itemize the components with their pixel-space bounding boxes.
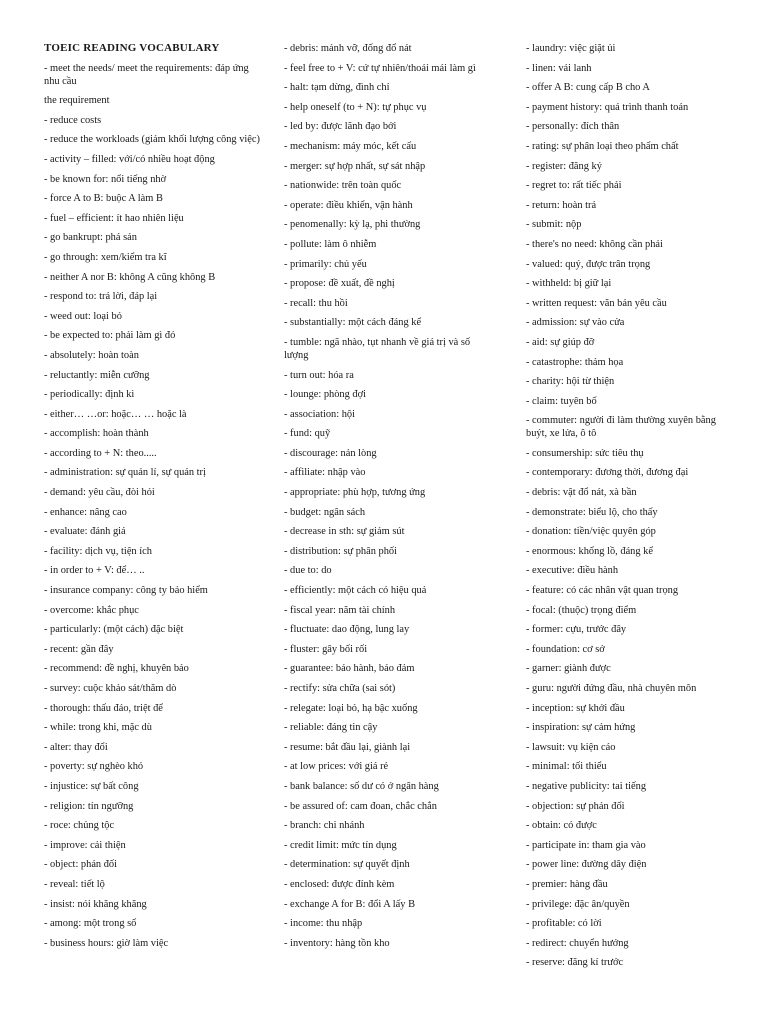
vocab-entry: - feel free to + V: cứ tự nhiên/thoải mái làm gì: [284, 62, 476, 74]
vocab-entry: - go through: xem/kiểm tra kĩ: [44, 251, 167, 263]
vocab-entry: - fuel – efficient: ít hao nhiên liệu: [44, 212, 184, 224]
vocab-entry: - fiscal year: năm tài chính: [284, 604, 396, 616]
vocab-entry: - object: phản đối: [44, 859, 118, 871]
vocab-entry: - decrease in sth: sự giảm sút: [284, 526, 405, 538]
vocab-entry: - executive: điều hành: [526, 565, 619, 577]
vocab-entry: - demonstrate: biểu lộ, cho thấy: [526, 506, 658, 518]
vocab-entry: - privilege: đặc ân/quyền: [526, 898, 630, 910]
vocab-entry: - guarantee: bảo hành, bảo đảm: [284, 663, 415, 675]
vocab-entry: - periodically: định kì: [44, 389, 135, 401]
vocab-entry: - aid: sự giúp đỡ: [526, 336, 595, 348]
vocab-entry: - register: đăng ký: [526, 160, 602, 172]
vocab-entry: - halt: tạm dừng, đình chỉ: [284, 82, 390, 94]
vocab-entry: - branch: chi nhánh: [284, 820, 365, 832]
vocab-column-2: [284, 42, 484, 956]
vocab-entry: - premier: hàng đầu: [526, 878, 608, 890]
vocab-entry: - turn out: hóa ra: [284, 369, 354, 381]
vocab-entry: - insist: nói khăng khăng: [44, 898, 147, 910]
vocab-entry: - former: cựu, trước đây: [526, 624, 627, 636]
vocab-entry: - meet the needs/ meet the requirements: đáp ứng nhu cầu: [44, 62, 249, 87]
vocab-entry: - help oneself (to + N): tự phục vụ: [284, 101, 427, 113]
vocab-entry: - distribution: sự phân phối: [284, 545, 397, 557]
vocab-entry: - facility: dịch vụ, tiện ích: [44, 545, 152, 557]
vocab-entry: - substantially: một cách đáng kể: [284, 317, 422, 329]
vocab-entry: - due to: do: [284, 565, 332, 577]
vocab-list-3: [526, 42, 726, 969]
vocab-entry: - neither A nor B: không A cũng không B: [44, 271, 216, 283]
vocab-entry: - reserve: đăng kí trước: [526, 957, 624, 969]
vocab-entry: - withheld: bị giữ lại: [526, 278, 612, 290]
vocab-entry: - force A to B: buộc A làm B: [44, 193, 163, 205]
vocab-entry: - garner: giành được: [526, 663, 611, 675]
vocab-entry: - at low prices: với giá rẻ: [284, 761, 389, 773]
vocab-entry: - rectify: sửa chữa (sai sót): [284, 683, 396, 694]
vocab-entry: - weed out: loại bỏ: [44, 310, 122, 322]
vocab-entry: - either… …or: hoặc… … hoặc là: [44, 408, 187, 420]
vocab-entry: - minimal: tối thiểu: [526, 761, 607, 773]
vocab-entry: - affiliate: nhập vào: [284, 467, 366, 479]
vocab-entry: - personally: đích thân: [526, 121, 620, 133]
vocab-entry: - donation: tiền/việc quyên góp: [526, 526, 656, 538]
vocab-entry: - absolutely: hoàn toàn: [44, 349, 139, 361]
vocab-entry: - propose: đề xuất, đề nghị: [284, 278, 395, 290]
vocab-entry: - exchange A for B: đổi A lấy B: [284, 898, 416, 910]
vocab-entry: - written request: văn bản yêu cầu: [526, 297, 667, 309]
vocab-entry: - relegate: loại bỏ, hạ bậc xuống: [284, 702, 418, 714]
vocab-entry: - pollute: làm ô nhiễm: [284, 238, 377, 250]
vocab-entry: - nationwide: trên toàn quốc: [284, 180, 402, 192]
vocab-entry: - religion: tín ngưỡng: [44, 800, 134, 812]
vocab-entry: - discourage: nản lòng: [284, 447, 377, 459]
vocab-entry: - focal: (thuộc) trọng điểm: [526, 604, 637, 616]
vocab-entry: - inspiration: sự cảm hứng: [526, 722, 636, 734]
vocab-entry: - lawsuit: vụ kiện cáo: [526, 741, 616, 753]
vocab-entry: - administration: sự quản lí, sự quản trị: [44, 467, 206, 479]
vocab-entry: - lounge: phòng đợi: [284, 389, 366, 401]
vocab-entry: - while: trong khi, mặc dù: [44, 722, 152, 734]
vocab-entry: - enclosed: được đính kèm: [284, 878, 395, 890]
vocab-entry: - inception: sự khởi đầu: [526, 702, 625, 714]
vocab-entry: - according to + N: theo.....: [44, 447, 157, 459]
vocab-entry: - valued: quý, được trân trọng: [526, 258, 651, 270]
vocab-entry: - fluster: gây bối rối: [284, 643, 368, 655]
vocab-entry: - guru: người đứng đầu, nhà chuyên môn: [526, 683, 697, 694]
vocab-entry: - obtain: có được: [526, 820, 597, 832]
vocab-entry: - objection: sự phản đối: [526, 800, 625, 812]
vocab-entry: - merger: sự hợp nhất, sự sát nhập: [284, 160, 426, 172]
vocab-entry: - laundry: việc giặt ủi: [526, 43, 616, 54]
vocab-entry: - there's no need: không cần phải: [526, 238, 663, 250]
vocab-entry: - recommend: đề nghị, khuyên bảo: [44, 663, 189, 675]
vocab-entry: - charity: hội từ thiện: [526, 376, 615, 388]
vocab-entry: - operate: điều khiển, vận hành: [284, 199, 413, 211]
vocab-entry: - reduce costs: [44, 114, 102, 126]
vocab-entry: - poverty: sự nghèo khó: [44, 761, 144, 773]
vocab-entry: - be known for: nổi tiếng nhờ: [44, 173, 167, 185]
vocab-entry: - injustice: sự bất công: [44, 780, 139, 792]
vocab-entry: - primarily: chủ yếu: [284, 258, 367, 270]
vocab-entry: - participate in: tham gia vào: [526, 839, 646, 851]
vocab-entry: - determination: sự quyết định: [284, 859, 410, 871]
vocab-entry: - reduce the workloads (giảm khối lượng công việc): [44, 134, 260, 146]
vocab-entry: - thorough: thấu đáo, triệt để: [44, 702, 163, 714]
vocab-entry: the requirement: [44, 95, 110, 107]
vocab-entry: - catastrophe: thảm họa: [526, 356, 624, 368]
vocab-entry: - survey: cuộc khảo sát/thăm dò: [44, 683, 177, 694]
vocab-entry: - claim: tuyên bố: [526, 395, 597, 407]
vocab-entry: - penomenally: kỳ lạ, phi thường: [284, 219, 421, 231]
vocab-entry: - budget: ngân sách: [284, 506, 366, 518]
vocab-entry: - go bankrupt: phá sản: [44, 232, 137, 244]
vocab-entry: - regret to: rất tiếc phải: [526, 180, 622, 192]
vocab-entry: - redirect: chuyển hướng: [526, 937, 629, 949]
vocab-entry: - submit: nộp: [526, 219, 582, 231]
vocab-entry: - efficiently: một cách có hiệu quả: [284, 585, 427, 597]
vocab-entry: - credit limit: mức tín dụng: [284, 839, 397, 851]
vocab-entry: - reliable: đáng tin cậy: [284, 722, 378, 734]
vocab-entry: - feature: có các nhân vật quan trọng: [526, 585, 679, 597]
vocab-entry: - among: một trong số: [44, 918, 137, 930]
vocab-entry: - linen: vải lanh: [526, 62, 592, 74]
vocab-entry: - roce: chủng tộc: [44, 820, 115, 832]
vocab-entry: - particularly: (một cách) đặc biệt: [44, 624, 184, 636]
vocab-entry: - resume: bắt đầu lại, giành lại: [284, 741, 411, 753]
vocab-entry: - power line: đường dây điện: [526, 859, 647, 871]
vocab-entry: - offer A B: cung cấp B cho A: [526, 82, 650, 94]
vocab-entry: - in order to + V: để… ..: [44, 565, 145, 577]
vocab-entry: - bank balance: số dư có ở ngân hàng: [284, 780, 439, 792]
vocab-list-2: [284, 42, 484, 950]
vocab-entry: - evaluate: đánh giá: [44, 526, 126, 538]
vocab-entry: - fund: quỹ: [284, 428, 331, 440]
page-title: TOEIC READING VOCABULARY: [44, 42, 220, 54]
vocab-entry: - activity – filled: với/có nhiều hoạt động: [44, 153, 215, 165]
vocab-entry: - tumble: ngã nhào, tụt nhanh về giá trị và số lượng: [284, 336, 471, 361]
vocab-entry: - income: thu nhập: [284, 918, 363, 930]
vocab-entry: - be assured of: cam đoan, chắc chắn: [284, 800, 437, 812]
vocab-column-1: [44, 42, 262, 956]
vocab-entry: - respond to: trả lời, đáp lại: [44, 291, 158, 303]
vocab-entry: - demand: yêu cầu, đòi hỏi: [44, 487, 155, 499]
vocab-entry: - inventory: hàng tồn kho: [284, 937, 390, 949]
vocab-entry: - reluctantly: miễn cưỡng: [44, 369, 150, 381]
vocab-entry: - alter: thay đổi: [44, 741, 108, 753]
vocab-entry: - be expected to: phải làm gì đó: [44, 330, 176, 342]
vocab-entry: - accomplish: hoàn thành: [44, 428, 149, 440]
vocab-list-1: [44, 62, 262, 950]
vocab-entry: - improve: cải thiện: [44, 839, 126, 851]
vocab-entry: - payment history: quá trình thanh toán: [526, 101, 689, 113]
vocab-entry: - rating: sự phân loại theo phẩm chất: [526, 140, 679, 152]
vocab-entry: - recall: thu hồi: [284, 297, 348, 309]
vocab-entry: - debris: mảnh vỡ, đống đổ nát: [284, 43, 412, 54]
vocab-entry: - insurance company: công ty bảo hiểm: [44, 585, 208, 597]
vocab-entry: - foundation: cơ sở: [526, 643, 605, 655]
vocab-entry: - enormous: khổng lồ, đáng kể: [526, 545, 653, 557]
vocab-entry: - return: hoàn trả: [526, 199, 597, 211]
vocab-entry: - contemporary: đương thời, đương đại: [526, 467, 689, 479]
vocab-entry: - enhance: nâng cao: [44, 506, 127, 518]
vocab-entry: - negative publicity: tai tiếng: [526, 780, 647, 792]
vocab-entry: - appropriate: phù hợp, tương ứng: [284, 487, 426, 499]
vocab-entry: - mechanism: máy móc, kết cấu: [284, 140, 417, 152]
vocab-entry: - recent: gần đây: [44, 643, 114, 655]
vocab-entry: - fluctuate: dao động, lung lay: [284, 624, 410, 636]
vocab-entry: - reveal: tiết lộ: [44, 878, 105, 890]
vocab-column-3: [526, 42, 726, 976]
vocab-entry: - profitable: có lời: [526, 918, 602, 930]
vocab-entry: - association: hội: [284, 408, 355, 420]
vocab-entry: - debris: vật đổ nát, xà bần: [526, 487, 637, 499]
vocab-entry: - commuter: người đi làm thường xuyên bằng buýt, xe lửa, ô tô: [526, 415, 716, 440]
vocab-entry: - overcome: khắc phục: [44, 604, 139, 616]
vocab-entry: - led by: được lãnh đạo bởi: [284, 121, 397, 133]
vocab-entry: - business hours: giờ làm việc: [44, 937, 169, 949]
vocab-entry: - admission: sự vào cửa: [526, 317, 625, 329]
vocab-entry: - consumership: sức tiêu thụ: [526, 447, 644, 459]
